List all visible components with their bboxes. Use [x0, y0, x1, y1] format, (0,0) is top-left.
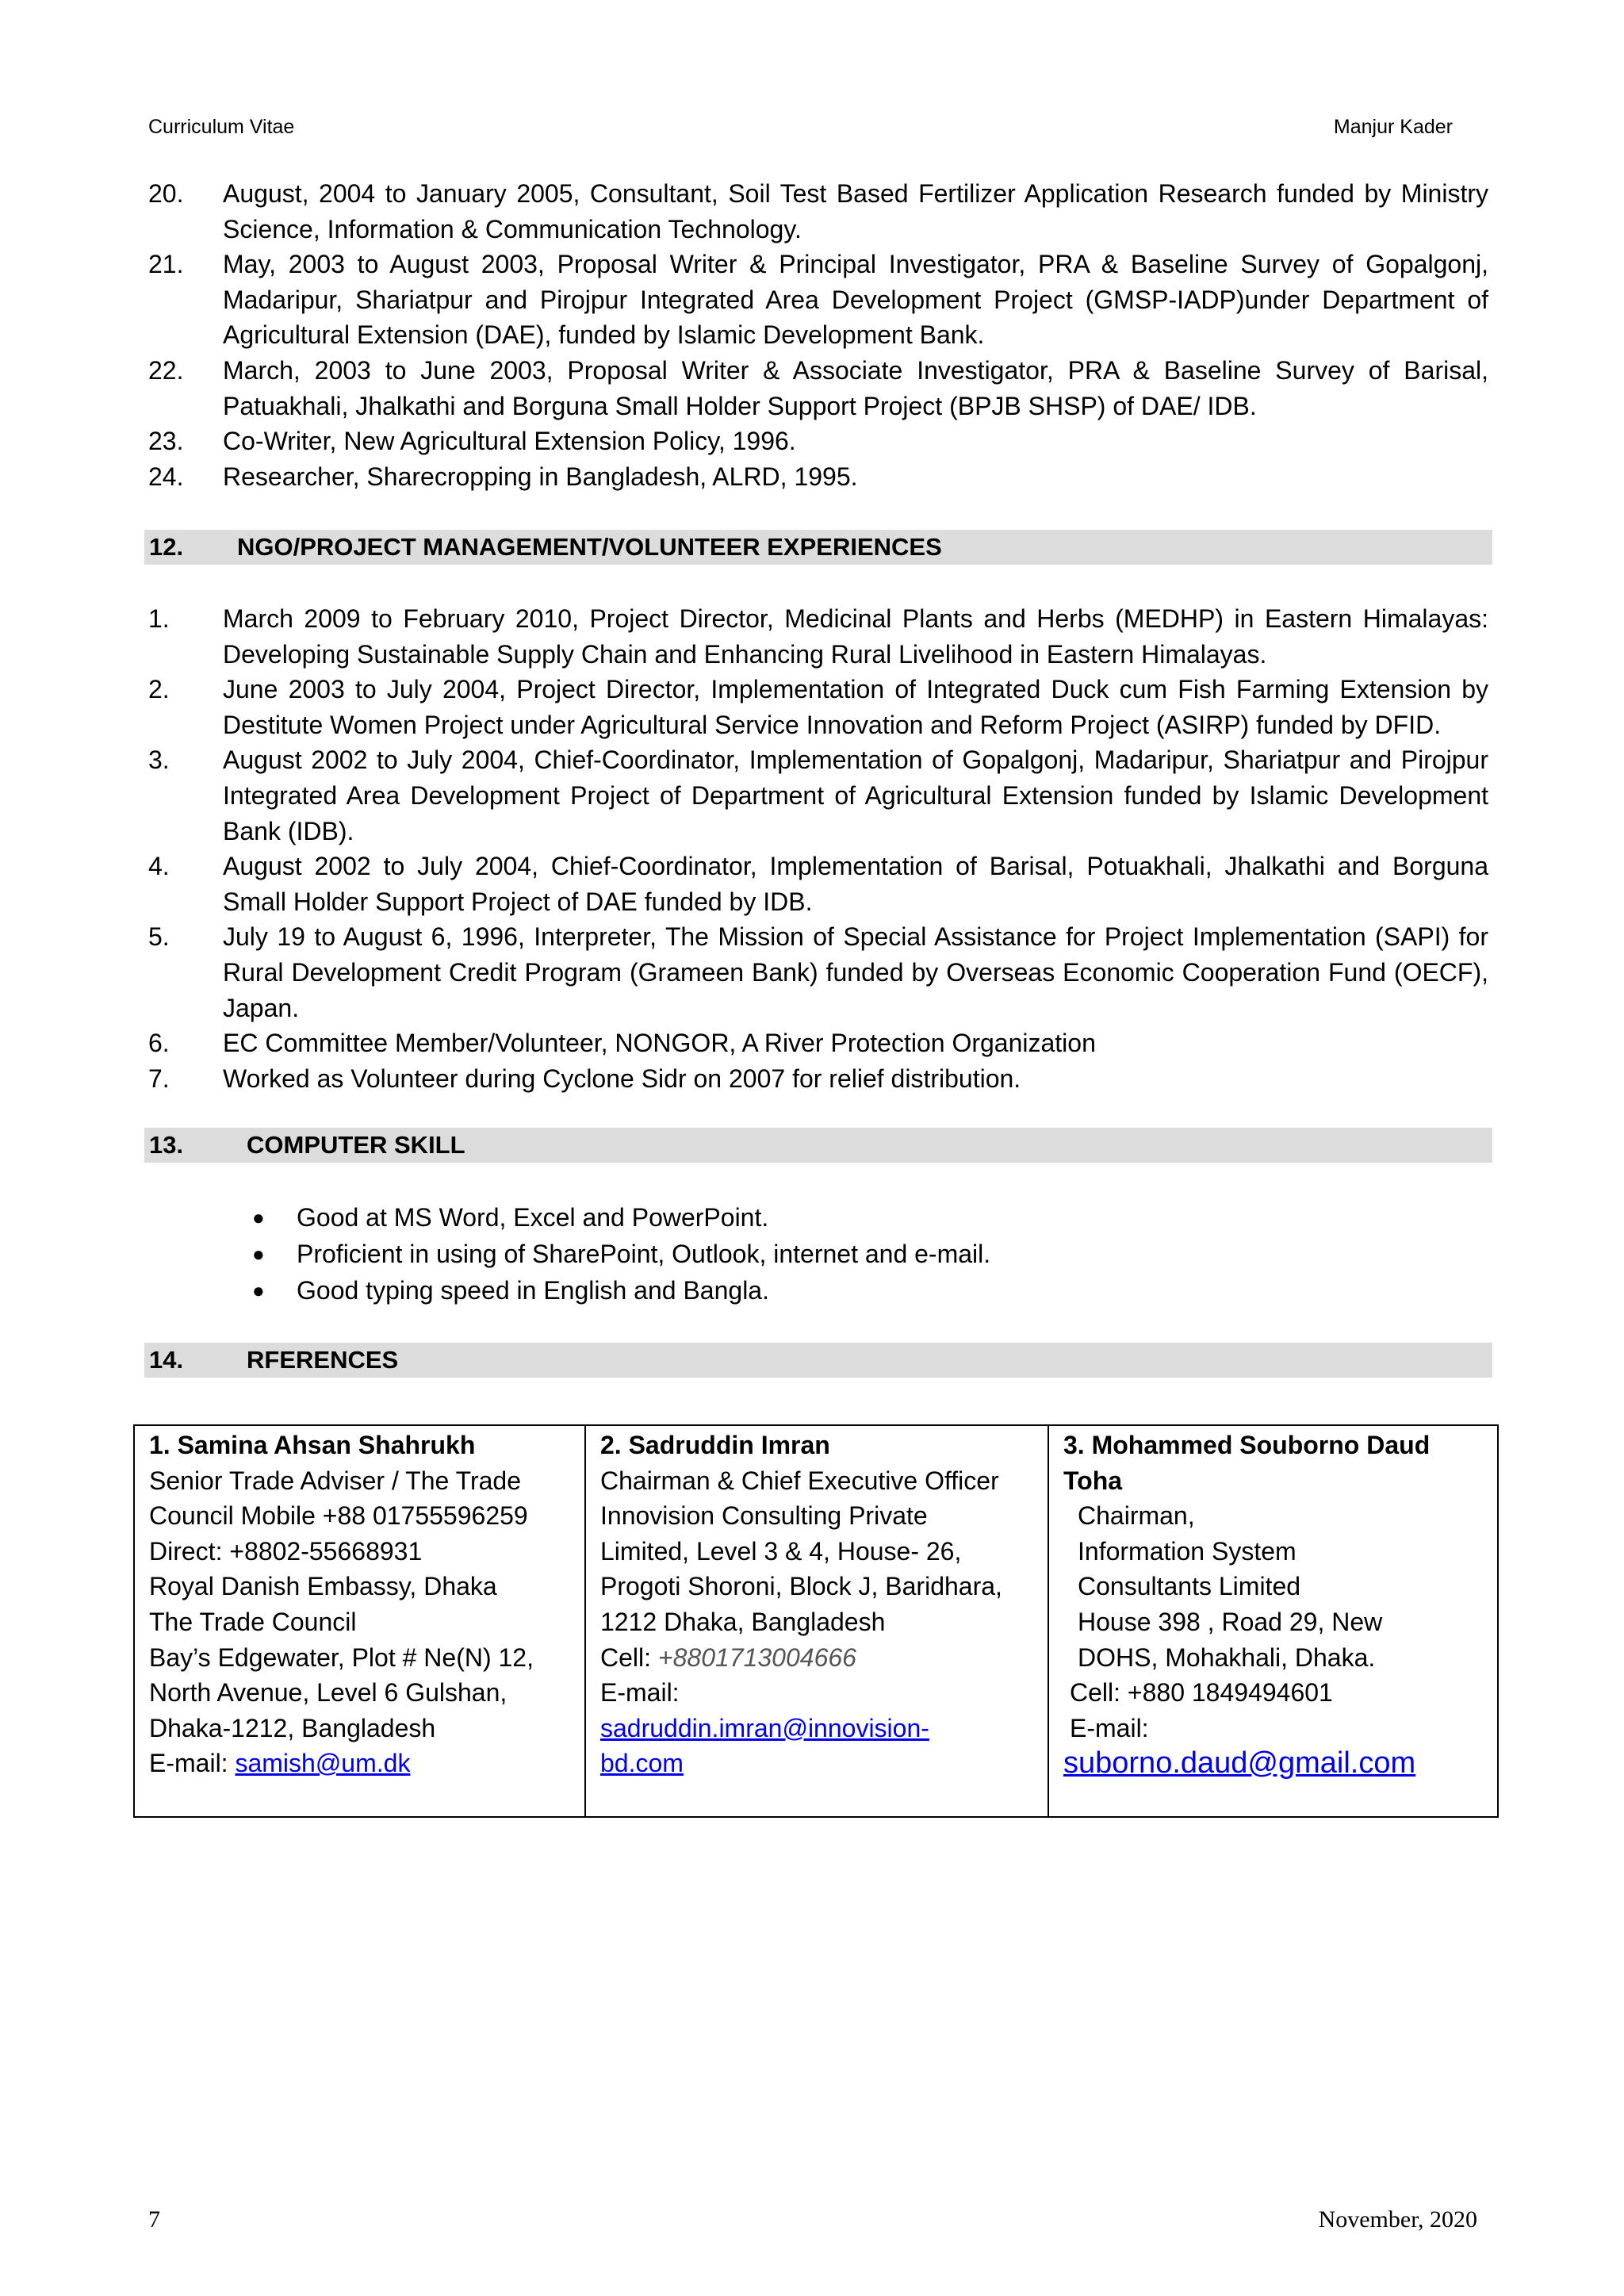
list-item [148, 919, 1488, 1025]
cell-number: +8801713004666 [657, 1642, 856, 1672]
reference-line: Dhaka-1212, Bangladesh [149, 1713, 436, 1742]
item-text: Co-Writer, New Agricultural Extension Policy, 1996. [223, 427, 796, 456]
email-label: E-mail: [149, 1749, 236, 1778]
section-title: NGO/PROJECT MANAGEMENT/VOLUNTEER EXPERIENCES [237, 533, 942, 561]
item-text: August 2002 to July 2004, Chief-Coordinator, Implementation of Barisal, Potuakhali, Jhalkathi and Borguna Small Holder Support Project of DAE funded by IDB. [223, 852, 1488, 916]
item-text: Proficient in using of SharePoint, Outlook, internet and e-mail. [297, 1240, 991, 1268]
item-number: 6. [148, 1029, 170, 1058]
ngo-experience-list [148, 601, 1488, 1096]
header-title: Curriculum Vitae [148, 116, 295, 138]
table-row [134, 1425, 1498, 1817]
list-item [148, 742, 1488, 849]
reference-line: Progoti Shoroni, Block J, Baridhara, [600, 1572, 1002, 1601]
reference-line: Royal Danish Embassy, Dhaka [149, 1572, 497, 1601]
email-link[interactable]: bd.com [600, 1749, 684, 1778]
section-12-heading [144, 530, 1492, 565]
item-text: July 19 to August 6, 1996, Interpreter, The Mission of Special Assistance for Project Implementation (SAPI) for Rural Development Credit Program (Grameen Bank) funded by Overseas Economic Cooperation Fund (OECF), Japan. [223, 922, 1488, 1022]
reference-name: 3. Mohammed Souborno Daud [1063, 1431, 1431, 1459]
reference-cell [1048, 1425, 1498, 1817]
header-author: Manjur Kader [1333, 116, 1453, 138]
reference-name: 1. Samina Ahsan Shahrukh [149, 1431, 476, 1459]
email-label: E-mail: [600, 1678, 680, 1708]
bullet-icon: ● [252, 1242, 265, 1266]
list-item [148, 247, 1488, 353]
reference-line: 1212 Dhaka, Bangladesh [600, 1607, 886, 1636]
list-item [148, 176, 1488, 247]
email-link[interactable]: sadruddin.imran@innovision- [600, 1713, 929, 1742]
email-label: E-mail: [1070, 1713, 1149, 1742]
section-number: 13. [149, 1131, 184, 1159]
reference-line: Direct: +8802-55668931 [149, 1536, 423, 1566]
list-item [252, 1236, 990, 1272]
list-item [148, 849, 1488, 919]
item-number: 21. [148, 250, 184, 279]
item-text: Good at MS Word, Excel and PowerPoint. [297, 1203, 769, 1232]
reference-line: DOHS, Mohakhali, Dhaka. [1078, 1642, 1376, 1672]
item-number: 20. [148, 179, 184, 208]
section-13-heading [144, 1128, 1492, 1163]
reference-name: Toha [1063, 1466, 1123, 1495]
section-title: RFERENCES [247, 1346, 399, 1374]
research-list [148, 176, 1488, 494]
section-14-heading [144, 1343, 1492, 1378]
list-item [148, 459, 1488, 495]
reference-line: House 398 , Road 29, New [1078, 1607, 1383, 1636]
item-number: 1. [148, 604, 170, 633]
reference-cell-line [600, 1640, 1036, 1676]
item-text: Worked as Volunteer during Cyclone Sidr on 2007 for relief distribution. [223, 1064, 1021, 1093]
section-number: 12. [149, 533, 184, 561]
list-item [148, 1061, 1488, 1097]
email-link[interactable]: suborno.daud@gmail.com [1063, 1746, 1416, 1780]
page-number: 7 [148, 2206, 160, 2233]
reference-line: The Trade Council [149, 1607, 357, 1636]
list-item [148, 672, 1488, 742]
item-number: 7. [148, 1064, 170, 1093]
item-text: May, 2003 to August 2003, Proposal Writer & Principal Investigator, PRA & Baseline Survey of Gopalgonj, Madaripur, Shariatpur and Pirojpur Integrated Area Development Project (GMSP-IADP)under Department of Agricultural Extension (DAE), funded by Islamic Development Bank. [223, 250, 1488, 350]
item-number: 4. [148, 852, 170, 881]
item-number: 24. [148, 462, 184, 491]
cell-label: Cell: [600, 1642, 658, 1672]
bullet-icon: ● [252, 1205, 265, 1229]
list-item [252, 1272, 990, 1309]
list-item [148, 601, 1488, 672]
list-item [148, 353, 1488, 424]
section-number: 14. [149, 1346, 184, 1374]
item-text: Researcher, Sharecropping in Bangladesh, ALRD, 1995. [223, 462, 858, 491]
reference-line: Innovision Consulting Private [600, 1501, 928, 1531]
reference-line: Limited, Level 3 & 4, House- 26, [600, 1536, 962, 1566]
email-link[interactable]: samish@um.dk [235, 1749, 411, 1778]
section-title: COMPUTER SKILL [247, 1131, 465, 1159]
reference-cell [134, 1425, 585, 1817]
reference-email-line [149, 1746, 573, 1781]
reference-line: Senior Trade Adviser / The Trade [149, 1466, 521, 1495]
item-text: March 2009 to February 2010, Project Director, Medicinal Plants and Herbs (MEDHP) in Eastern Himalayas: Developing Sustainable Supply Chain and Enhancing Rural Livelihood in Eastern Himalayas. [223, 604, 1488, 669]
bullet-icon: ● [252, 1278, 265, 1302]
computer-skill-list [252, 1199, 990, 1309]
reference-line: Consultants Limited [1078, 1572, 1301, 1601]
item-text: March, 2003 to June 2003, Proposal Writer & Associate Investigator, PRA & Baseline Survey of Barisal, Patuakhali, Jhalkathi and Borguna Small Holder Support Project (BPJB SHSP) of DAE/ IDB. [223, 355, 1488, 420]
reference-line: North Avenue, Level 6 Gulshan, [149, 1678, 508, 1708]
item-number: 2. [148, 675, 170, 704]
item-number: 22. [148, 355, 184, 385]
item-text: Good typing speed in English and Bangla. [297, 1276, 769, 1305]
reference-line: Chairman & Chief Executive Officer [600, 1466, 999, 1495]
item-text: August, 2004 to January 2005, Consultant, Soil Test Based Fertilizer Application Research funded by Ministry Science, Information & Communication Technology. [223, 179, 1488, 243]
item-number: 23. [148, 427, 184, 456]
reference-name: 2. Sadruddin Imran [600, 1431, 830, 1459]
references-table [133, 1424, 1499, 1818]
reference-cell [585, 1425, 1048, 1817]
reference-cell-line: Cell: +880 1849494601 [1070, 1678, 1333, 1708]
item-text: June 2003 to July 2004, Project Director, Implementation of Integrated Duck cum Fish Farming Extension by Destitute Women Project under Agricultural Service Innovation and Reform Project (ASIRP) funded by DFID. [223, 675, 1488, 739]
footer-date: November, 2020 [1318, 2206, 1477, 2233]
item-text: August 2002 to July 2004, Chief-Coordinator, Implementation of Gopalgonj, Madaripur, Shariatpur and Pirojpur Integrated Area Development Project of Department of Agricultural Extension funded by Islamic Development Bank (IDB). [223, 746, 1488, 845]
item-number: 3. [148, 746, 170, 775]
reference-line: Bay’s Edgewater, Plot # Ne(N) 12, [149, 1642, 534, 1672]
reference-line: Information System [1078, 1536, 1297, 1566]
item-text: EC Committee Member/Volunteer, NONGOR, A River Protection Organization [223, 1029, 1096, 1058]
list-item [252, 1199, 990, 1236]
list-item [148, 1025, 1488, 1061]
reference-line: Chairman, [1078, 1501, 1195, 1531]
list-item [148, 424, 1488, 459]
item-number: 5. [148, 922, 170, 952]
reference-line: Council Mobile +88 01755596259 [149, 1501, 528, 1531]
